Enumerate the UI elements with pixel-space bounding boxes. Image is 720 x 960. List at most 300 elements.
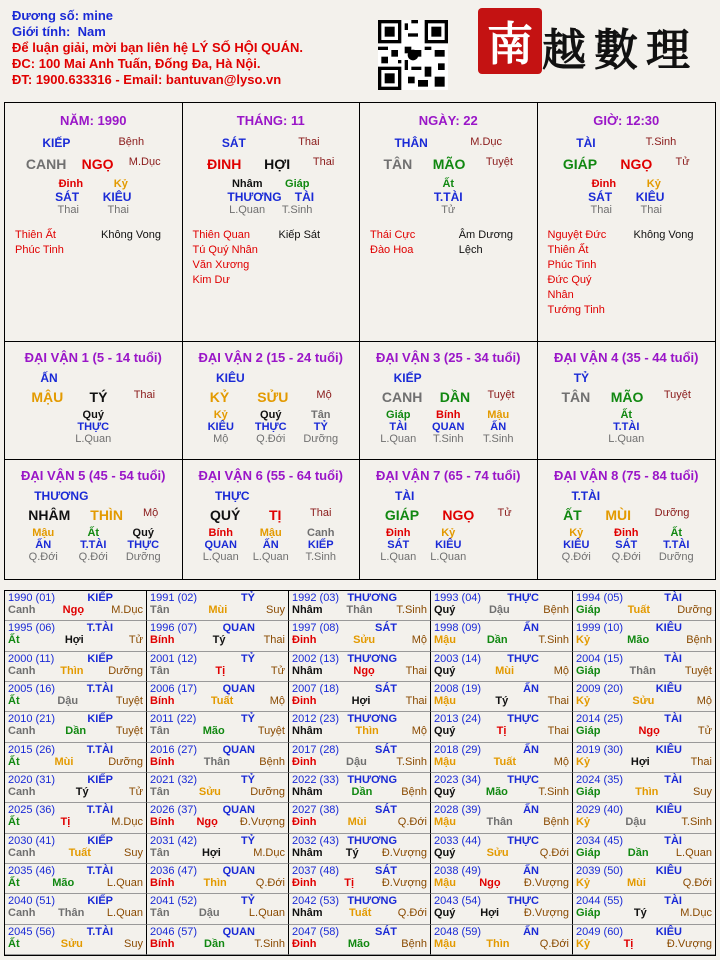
dv-hidden-stem: Kỷ [213, 409, 228, 421]
dv-branch: TÝ [89, 389, 108, 405]
hidden-stem: Kỷ [646, 178, 661, 190]
year-bottom-row [434, 816, 569, 828]
year-top-row [434, 804, 569, 816]
year-branch: Thân [629, 664, 656, 677]
dv-main-row [18, 389, 168, 405]
year-label: 2039 (50) [576, 865, 624, 877]
year-stem: Mậu [434, 634, 456, 647]
year-cell [147, 712, 289, 742]
year-stem: Tân [150, 664, 170, 677]
dv-stem: NHÂM [28, 507, 71, 523]
year-life-stage: T.Sinh [396, 755, 427, 768]
dv-hidden-god: ẤN [490, 421, 507, 433]
year-label: 2037 (48) [292, 865, 340, 877]
dai-van-cell [360, 342, 538, 459]
year-cell [431, 682, 573, 712]
pillar-main-row [551, 156, 701, 172]
year-branch: Ngọ [479, 877, 501, 889]
year-stem: Giáp [576, 664, 601, 677]
dv-stage-row [373, 433, 523, 445]
dv-hidden-god: TÀI [389, 421, 408, 433]
year-top-row [434, 683, 569, 695]
year-top-row [150, 713, 285, 725]
year-life-stage: M.Dục [680, 907, 712, 920]
year-label: 2020 (31) [8, 774, 56, 786]
year-branch: Dần [65, 725, 87, 738]
dv-branch: NGỌ [442, 507, 475, 523]
year-ten-god: TỶ [240, 895, 255, 908]
life-stage: M.Dục [470, 136, 503, 148]
year-bottom-row [434, 665, 569, 677]
hidden-gods-row [576, 190, 676, 204]
year-ten-god: SÁT [375, 743, 397, 756]
year-cell [289, 652, 431, 682]
year-branch: Tị [496, 725, 507, 738]
dv-hidden-god [656, 421, 696, 433]
year-cell [289, 712, 431, 742]
year-label: 2019 (30) [576, 743, 624, 756]
year-branch: Thân [486, 816, 513, 829]
dv-god-row [18, 421, 168, 433]
year-stem: Quý [434, 725, 456, 738]
year-label: 2026 (37) [150, 804, 198, 817]
dv-hidden-stage [656, 433, 696, 445]
hidden-stems-row [576, 178, 676, 190]
year-life-stage: Thai [547, 695, 569, 707]
qr-code-icon[interactable] [378, 20, 448, 90]
year-branch: Hợi [630, 755, 650, 768]
hidden-stage: Tử [441, 204, 456, 216]
year-bottom-row [150, 816, 285, 828]
dai-van-title: ĐẠI VẬN 6 (55 - 64 tuổi) [198, 468, 343, 483]
year-life-stage: Tử [697, 725, 712, 738]
year-branch: Tuất [627, 604, 651, 616]
red-seal-stamp: 南 [478, 8, 542, 74]
year-top-row [292, 653, 427, 665]
hidden-stem: Đinh [591, 178, 617, 190]
year-label: 2014 (25) [576, 713, 624, 726]
year-bottom-row [576, 695, 712, 707]
dv-star-row [18, 489, 168, 503]
dai-van-cell [538, 460, 716, 579]
year-stem: Canh [8, 786, 36, 798]
year-life-stage: Tử [128, 786, 143, 798]
year-top-row [8, 622, 143, 634]
year-bottom-row [292, 938, 427, 950]
dv-hidden-god: T.TÀI [663, 539, 690, 551]
dv-hidden-god: SÁT [615, 539, 638, 551]
pillar-star-row [373, 136, 523, 150]
year-cell [289, 834, 431, 864]
year-top-row [292, 592, 427, 604]
year-label: 2009 (20) [576, 683, 624, 695]
ten-god-star: TÀI [576, 136, 596, 150]
year-branch: Tý [75, 786, 89, 798]
year-label: 1997 (08) [292, 622, 340, 635]
dv-hidden-stage [123, 433, 163, 445]
dv-hidden-row [551, 527, 701, 539]
year-ten-god: T.TÀI [86, 865, 113, 877]
branch-life-stage: Tuyệt [485, 156, 513, 168]
year-branch: Dậu [625, 816, 647, 829]
year-bottom-row [434, 695, 569, 707]
dv-hidden-stage: Mộ [213, 433, 229, 445]
year-stem: Tân [150, 786, 170, 798]
year-top-row [576, 865, 712, 877]
year-ten-god: KIÊU [655, 622, 682, 635]
year-ten-god: ẤN [523, 743, 539, 756]
year-ten-god: SÁT [375, 925, 397, 938]
year-stem: Kỷ [576, 937, 591, 950]
year-top-row [576, 744, 712, 756]
year-cell [147, 894, 289, 924]
year-top-row [8, 653, 143, 665]
year-bottom-row [576, 604, 712, 616]
dv-hidden-god: T.TÀI [613, 421, 640, 433]
year-ten-god: KIẾP [87, 895, 113, 908]
hidden-stage: L.Quan [229, 204, 266, 216]
year-cell [431, 621, 573, 651]
year-top-row [434, 895, 569, 907]
year-ten-god: THỰC [507, 652, 539, 665]
year-top-row [576, 926, 712, 938]
dv-hidden-stem: Quý [82, 409, 104, 421]
dv-hidden-stem: Giáp [386, 409, 411, 421]
year-bottom-row [292, 695, 427, 707]
dv-ten-god: TỶ [573, 371, 590, 385]
year-top-row [8, 713, 143, 725]
year-branch: Tị [60, 816, 71, 829]
year-ten-god: T.TÀI [86, 925, 113, 938]
year-top-row [292, 835, 427, 847]
year-bottom-row [150, 634, 285, 646]
year-branch: Thân [346, 604, 373, 616]
dv-main-row [551, 507, 701, 523]
year-top-row [434, 744, 569, 756]
dv-hidden-stage: L.Quan [430, 551, 467, 563]
star-name: Thiên Ất [547, 244, 589, 256]
dv-hidden-stem: Ất [620, 409, 633, 421]
year-branch: Sửu [60, 937, 83, 950]
year-label: 2038 (49) [434, 865, 482, 877]
dv-hidden-god: QUAN [432, 421, 465, 433]
year-top-row [292, 865, 427, 877]
year-top-row [8, 835, 143, 847]
year-ten-god: KIẾP [87, 713, 113, 726]
year-stem: Bính [150, 695, 175, 707]
earthly-branch: MÃO [432, 156, 466, 172]
star-name: Phúc Tinh [15, 244, 64, 256]
dv-stem: QUÝ [210, 507, 241, 523]
year-top-row [292, 774, 427, 786]
year-ten-god: KIẾP [87, 652, 113, 665]
year-life-stage: Q.Đới [397, 816, 427, 829]
year-bottom-row [150, 604, 285, 616]
year-branch: Tị [215, 664, 226, 677]
year-top-row [292, 804, 427, 816]
star-name: Đào Hoa [370, 244, 414, 256]
dv-stage-row [373, 551, 523, 563]
year-life-stage: Thai [405, 664, 427, 677]
year-bottom-row [292, 847, 427, 859]
year-top-row [8, 865, 143, 877]
year-bottom-row [434, 604, 569, 616]
dv-hidden-stage [478, 551, 518, 563]
dv-hidden-stage: Q.Đới [28, 551, 58, 563]
year-stem: Canh [8, 907, 36, 920]
dv-stem: TÂN [561, 389, 591, 405]
pillar-title: NĂM: 1990 [60, 113, 127, 128]
year-bottom-row [434, 634, 569, 646]
pillar-title: NGÀY: 22 [418, 113, 478, 128]
year-ten-god: T.TÀI [86, 743, 113, 756]
year-bottom-row [576, 816, 712, 828]
pillar-title: GIỜ: 12:30 [593, 113, 660, 128]
star-name: Văn Xương [192, 259, 250, 271]
year-life-stage: Q.Đới [682, 877, 712, 889]
auspicious-stars [15, 228, 87, 258]
year-cell [289, 864, 431, 894]
dv-hidden-stem: Đinh [386, 527, 411, 539]
year-bottom-row [8, 877, 143, 889]
year-stem: Tân [150, 725, 170, 738]
dv-star-row [551, 489, 701, 503]
year-branch: Dậu [198, 907, 220, 920]
branch-life-stage: Thai [312, 156, 335, 168]
year-bottom-row [434, 725, 569, 737]
dv-god-row [373, 539, 523, 551]
dv-hidden-stage: L.Quan [380, 551, 417, 563]
dv-hidden-stem: Mậu [32, 527, 55, 539]
dv-life-stage: Thai [310, 507, 332, 519]
year-bottom-row [8, 756, 143, 768]
dv-ten-god: ẤN [40, 371, 58, 385]
dv-star-row [196, 489, 346, 503]
year-stem: Đinh [292, 634, 317, 647]
dv-star-row [18, 371, 168, 385]
year-bottom-row [292, 786, 427, 798]
dv-hidden-stage: T.Sinh [482, 433, 514, 445]
year-bottom-row [292, 877, 427, 889]
hidden-stages-row [398, 204, 498, 216]
year-cell [5, 803, 147, 833]
star-name: Thiên Ất [15, 229, 56, 241]
year-life-stage: Tử [128, 634, 143, 647]
year-cell [5, 591, 147, 621]
year-stem: Kỷ [576, 816, 591, 829]
year-stem: Mậu [434, 937, 456, 950]
year-branch: Tý [212, 634, 226, 647]
hidden-stages-row [221, 204, 321, 216]
year-life-stage: T.Sinh [538, 786, 569, 798]
dv-branch: SỬU [257, 389, 289, 405]
star-name: Thiên Quan [192, 229, 250, 241]
year-label: 2015 (26) [8, 743, 56, 756]
dv-stage-row [18, 433, 168, 445]
year-cell [289, 894, 431, 924]
year-life-stage: L.Quan [675, 846, 712, 859]
year-branch: Tý [633, 907, 647, 920]
year-stem: Mậu [434, 816, 456, 829]
year-label: 2031 (42) [150, 834, 198, 847]
year-label: 2048 (59) [434, 925, 482, 938]
hidden-stems-row [221, 178, 321, 190]
life-stage: Bệnh [118, 136, 145, 148]
year-label: 2021 (32) [150, 774, 198, 786]
phone-email-line: ĐT: 1900.633316 - Email: bantuvan@lyso.vn [12, 72, 282, 87]
year-stem: Canh [8, 725, 36, 738]
header-info [12, 8, 372, 88]
dv-hidden-stage: T.Sinh [432, 433, 464, 445]
year-top-row [8, 926, 143, 938]
year-bottom-row [8, 907, 143, 919]
year-cell [147, 621, 289, 651]
year-label: 1993 (04) [434, 592, 482, 604]
year-ten-god: KIẾP [87, 592, 113, 604]
year-ten-god: THỰC [507, 713, 539, 726]
year-cell [573, 621, 715, 651]
dv-life-stage: Dưỡng [654, 507, 690, 519]
year-cell [431, 712, 573, 742]
year-bottom-row [576, 877, 712, 889]
dv-hidden-stage [556, 433, 596, 445]
pillar-2 [183, 103, 361, 341]
year-life-stage: Suy [693, 786, 712, 798]
dv-life-stage: Thai [133, 389, 156, 401]
year-top-row [434, 653, 569, 665]
year-life-stage: Thai [405, 695, 427, 707]
year-bottom-row [576, 786, 712, 798]
dv-main-row [373, 507, 523, 523]
year-top-row [8, 895, 143, 907]
year-life-stage: Tử [270, 664, 285, 677]
hidden-gods-row [398, 190, 498, 204]
year-life-stage: L.Quan [106, 907, 143, 920]
year-branch: Hợi [351, 695, 371, 707]
year-cell [573, 591, 715, 621]
year-bottom-row [8, 604, 143, 616]
year-label: 2000 (11) [8, 652, 55, 665]
dai-van-cell [360, 460, 538, 579]
heavenly-stem: GIÁP [562, 156, 598, 172]
year-label: 2008 (19) [434, 683, 482, 695]
year-life-stage: T.Sinh [254, 937, 285, 950]
year-ten-god: TÀI [664, 774, 682, 786]
year-cell [431, 743, 573, 773]
owner-name: Đương số: mine [12, 8, 113, 23]
year-cell [289, 591, 431, 621]
year-cell [431, 864, 573, 894]
year-life-stage: Đ.Vượng [381, 846, 427, 859]
year-branch: Tuất [68, 846, 91, 859]
year-life-stage: Bệnh [543, 816, 569, 829]
year-label: 2029 (40) [576, 804, 624, 817]
year-top-row [150, 804, 285, 816]
year-stem: Kỷ [576, 877, 591, 889]
year-top-row [150, 592, 285, 604]
dv-hidden-god: ẤN [262, 539, 279, 551]
year-branch: Sửu [486, 846, 509, 859]
dv-stage-row [551, 551, 701, 563]
dv-hidden-stage: Dưỡng [658, 551, 694, 563]
year-ten-god: ẤN [523, 622, 539, 635]
year-branch: Tuất [493, 755, 517, 768]
year-cell [573, 894, 715, 924]
year-bottom-row [150, 847, 285, 859]
year-life-stage: Tuyệt [115, 725, 143, 738]
year-bottom-row [150, 877, 285, 889]
year-life-stage: Đ.Vượng [523, 877, 569, 889]
year-branch: Dần [486, 634, 508, 647]
year-label: 2047 (58) [292, 925, 340, 938]
year-label: 2004 (15) [576, 652, 624, 665]
pillar-4 [538, 103, 716, 341]
year-ten-god: TỶ [240, 713, 255, 726]
year-label: 1999 (10) [576, 622, 624, 635]
year-branch: Thìn [635, 786, 659, 798]
year-branch: Mùi [626, 877, 646, 889]
dv-star-row [373, 489, 523, 503]
dai-van-title: ĐẠI VẬN 1 (5 - 14 tuổi) [24, 350, 162, 365]
hidden-god: KIÊU [102, 190, 132, 204]
inauspicious-stars [459, 228, 537, 258]
year-stem: Nhâm [292, 664, 323, 677]
year-life-stage: Suy [266, 604, 285, 616]
year-ten-god: KIÊU [655, 925, 682, 938]
year-stem: Nhâm [292, 725, 323, 738]
dv-hidden-stage: L.Quan [608, 433, 645, 445]
year-stem: Tân [150, 604, 170, 616]
year-bottom-row [150, 938, 285, 950]
year-top-row [434, 865, 569, 877]
dv-hidden-row [196, 527, 346, 539]
dai-van-cell [538, 342, 716, 459]
dv-hidden-stem: Ất [87, 527, 100, 539]
year-cell [289, 773, 431, 803]
year-branch: Ngọ [196, 816, 218, 829]
year-cell [5, 621, 147, 651]
year-bottom-row [576, 907, 712, 919]
year-branch: Tý [495, 695, 509, 707]
year-stem: Quý [434, 664, 456, 677]
year-bottom-row [150, 695, 285, 707]
dv-ten-god: THƯƠNG [34, 489, 89, 503]
year-life-stage: T.Sinh [396, 604, 427, 616]
year-bottom-row [292, 665, 427, 677]
dv-stem: MẬU [31, 389, 64, 405]
year-life-stage: Mộ [269, 695, 285, 707]
earthly-branch: NGỌ [81, 156, 114, 172]
year-stem: Đinh [292, 877, 317, 889]
dai-van-title: ĐẠI VẬN 3 (25 - 34 tuổi) [376, 350, 521, 365]
year-life-stage: Đ.Vượng [523, 907, 569, 920]
year-ten-god: KIẾP [87, 834, 113, 847]
branch-life-stage: M.Dục [128, 156, 161, 168]
life-stage: T.Sinh [645, 136, 677, 148]
year-cell [431, 894, 573, 924]
year-top-row [434, 622, 569, 634]
year-stem: Canh [8, 604, 36, 616]
year-stem: Giáp [576, 846, 601, 859]
year-top-row [576, 653, 712, 665]
hidden-god: SÁT [55, 190, 80, 204]
year-stem: Mậu [434, 755, 456, 768]
year-cell [573, 803, 715, 833]
year-ten-god: SÁT [375, 683, 397, 695]
dv-hidden-god: SÁT [387, 539, 410, 551]
dv-hidden-stem [123, 409, 163, 421]
hidden-stem: Nhâm [231, 178, 263, 190]
